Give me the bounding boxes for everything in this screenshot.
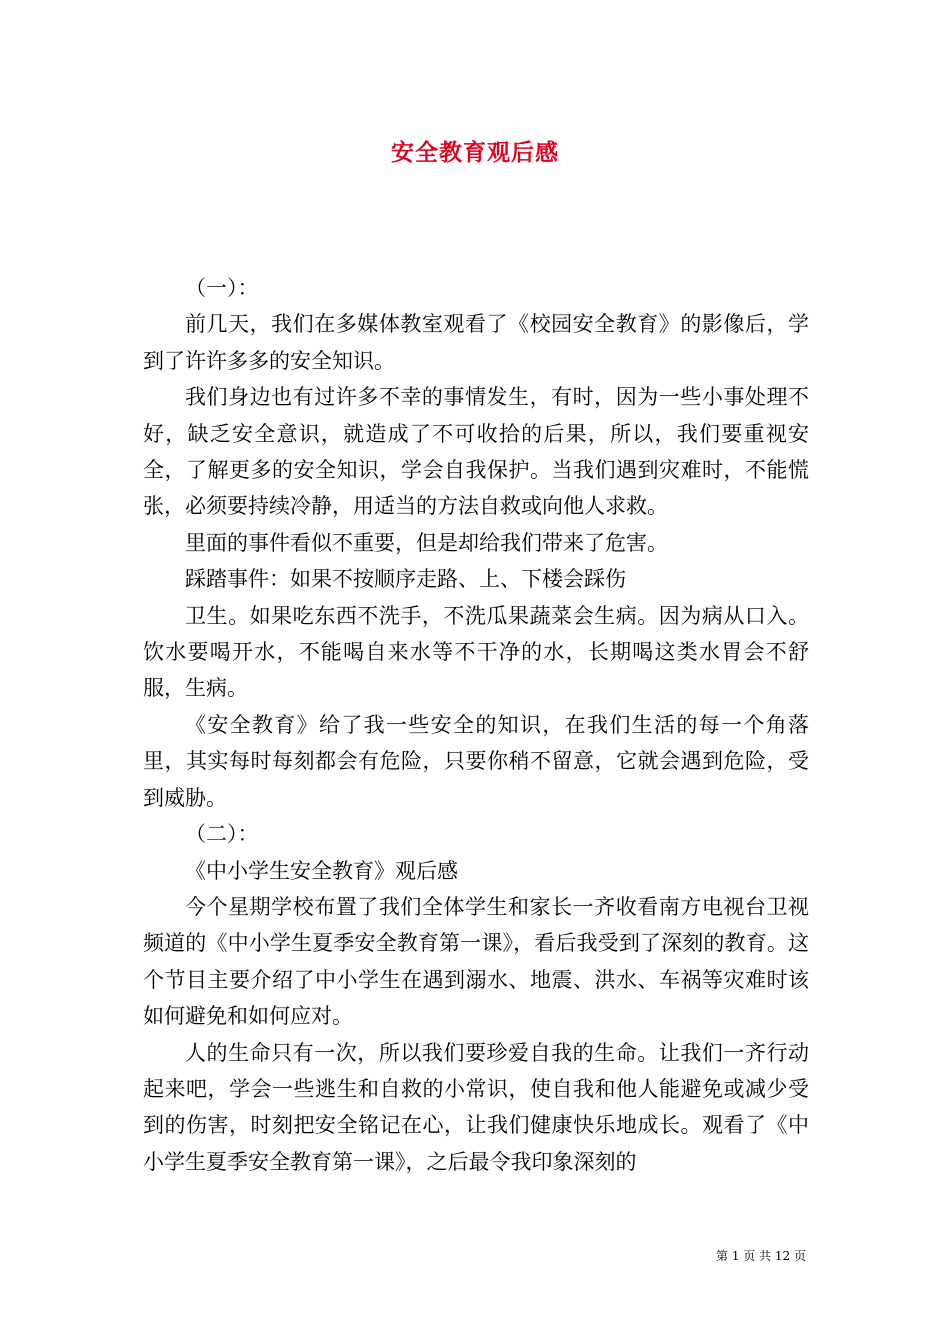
paragraph: 里面的事件看似不重要，但是却给我们带来了危害。 [185,530,668,555]
paragraph-section-2-heading: （二）： [185,822,259,847]
paragraph: 踩踏事件：如果不按顺序走路、上、下楼会踩伤 [185,567,626,592]
paragraph: 我们身边也有过许多不幸的事情发生，有时，因为一些小事处理不好，缺乏安全意识，就造成了不可收拾的后果，所以，我们要重视安全，了解更多的安全知识，学会自我保护。当我们遇到灾难时，不能慌张，必须要持续冷静，用适当的方法自救或向他人求救。 [143,385,809,519]
paragraph: 前几天，我们在多媒体教室观看了《校园安全教育》的影像后，学到了许许多多的安全知识。 [143,312,809,373]
paragraph: 卫生。如果吃东西不洗手，不洗瓜果蔬菜会生病。因为病从口入。饮水要喝开水，不能喝自来水等不干净的水，长期喝这类水胃会不舒服，生病。 [143,603,809,701]
paragraph: 人的生命只有一次，所以我们要珍爱自我的生命。让我们一齐行动起来吧，学会一些逃生和自救的小常识，使自我和他人能避免或减少受到的伤害，时刻把安全铭记在心，让我们健康快乐地成长。观看了《中小学生夏季安全教育第一课》，之后最令我印象深刻的 [143,1040,809,1174]
document-title: 安全教育观后感 [391,139,559,166]
document-body [143,270,809,1180]
paragraph: 《安全教育》给了我一些安全的知识，在我们生活的每一个角落里，其实每时每刻都会有危险，只要你稍不留意，它就会遇到危险，受到威胁。 [143,712,809,810]
page-number: 第 1 页 共 12 页 [716,1249,806,1263]
paragraph-subtitle: 《中小学生安全教育》观后感 [185,858,458,883]
paragraph-section-1-heading: （一）： [185,276,259,300]
paragraph: 今个星期学校布置了我们全体学生和家长一齐收看南方电视台卫视频道的《中小学生夏季安全教育第一课》，看后我受到了深刻的教育。这个节目主要介绍了中小学生在遇到溺水、地震、洪水、车祸等灾难时该如何避免和如何应对。 [143,894,809,1029]
